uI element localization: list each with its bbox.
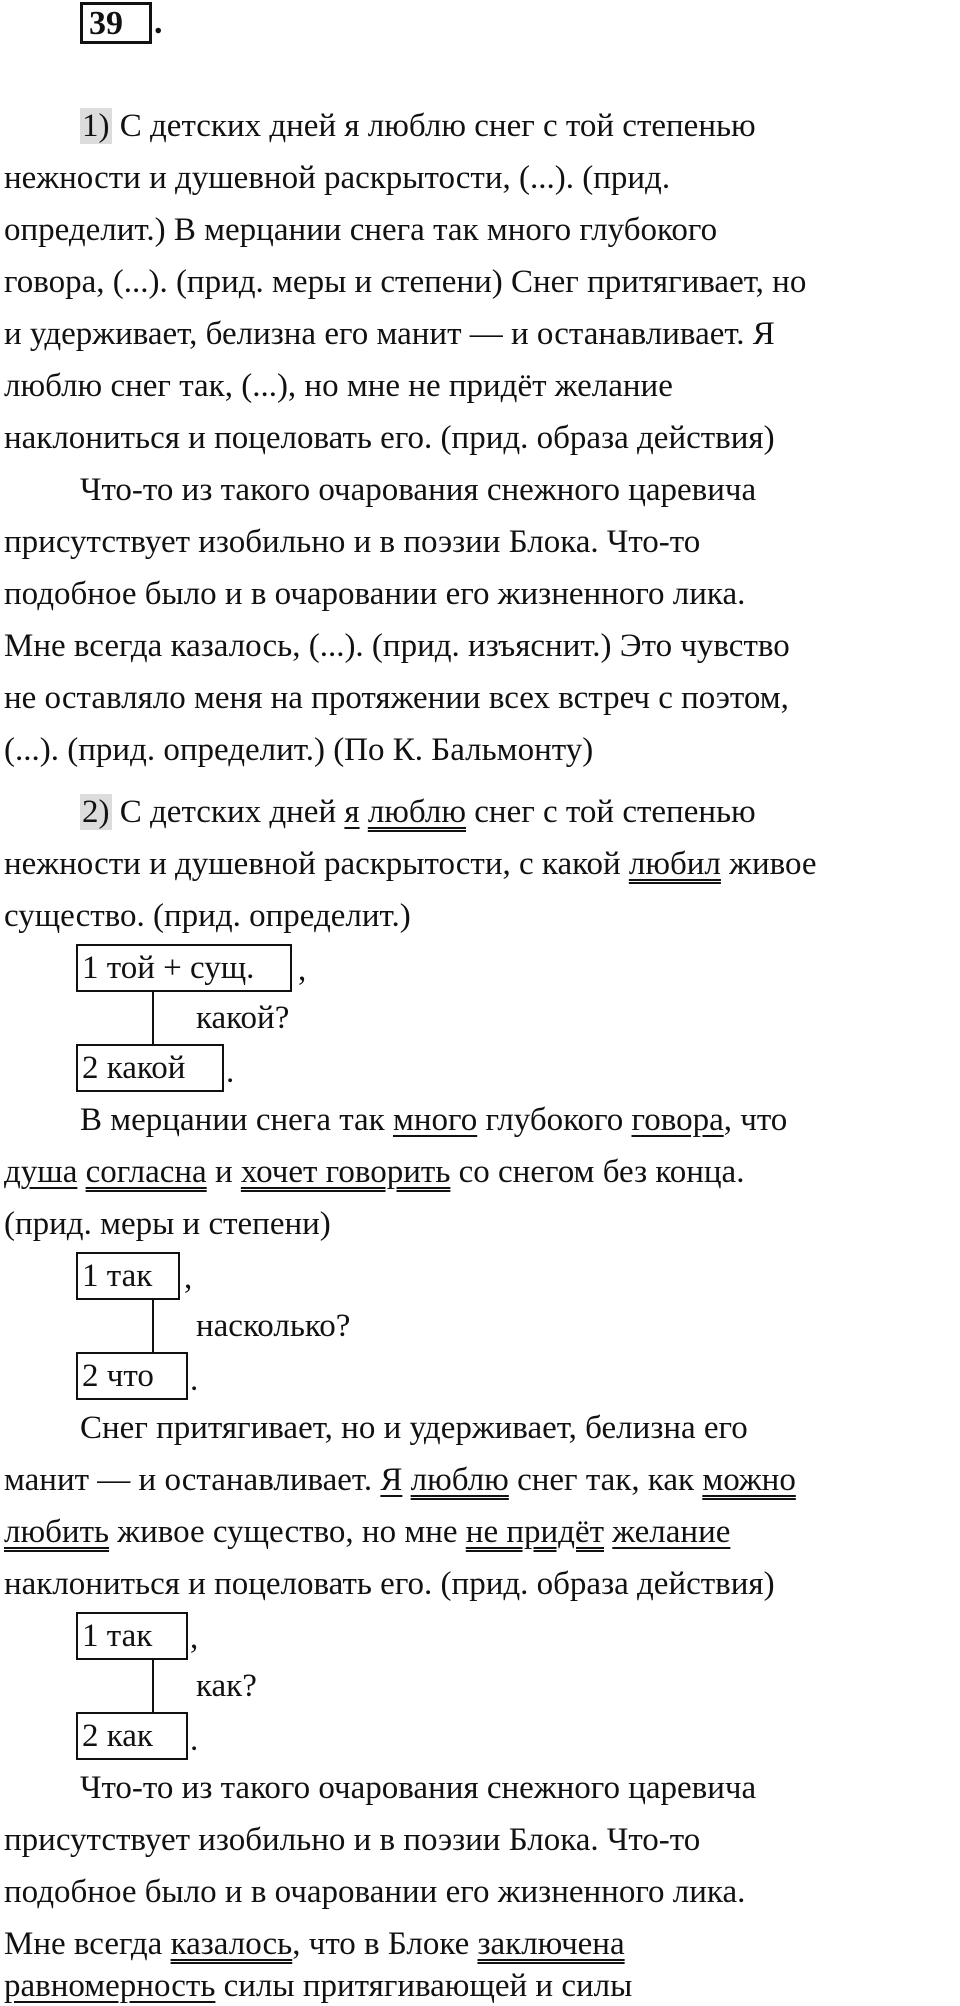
- part2-s3-line-3: любить живое существо, но мне не придёт желание: [4, 1514, 731, 1550]
- subject: Я: [380, 1462, 403, 1498]
- part2-s3-line-1: Снег притягивает, но и удерживает, белизна его: [80, 1410, 748, 1446]
- subject: говора: [631, 1102, 724, 1138]
- scheme3-question: как?: [196, 1668, 257, 1704]
- part1-line-13: (...). (прид. определит.) (По К. Бальмонту): [4, 732, 594, 768]
- part1-line-10: подобное было и в очаровании его жизненного лика.: [4, 576, 746, 612]
- part2-s4-line-4: Мне всегда казалось, что в Блоке заключена: [4, 1926, 625, 1962]
- part2-s4-line-3: подобное было и в очаровании его жизненного лика.: [4, 1874, 746, 1910]
- subject: душа: [4, 1154, 78, 1190]
- part2-s1-line-1: 2) С детских дней я люблю снег с той степенью: [82, 794, 756, 830]
- subject: я: [344, 794, 360, 830]
- part1-line-1: 1) С детских дней я люблю снег с той степенью: [82, 108, 756, 144]
- predicate: можно: [702, 1462, 796, 1498]
- part1-line-9: присутствует изобильно и в поэзии Блока. Что-то: [4, 524, 701, 560]
- scheme2-main-clause-box: 1 так: [76, 1252, 180, 1300]
- task-number: 39: [89, 5, 123, 42]
- part1-line-8: Что-то из такого очарования снежного царевича: [80, 472, 757, 508]
- part2-s4-line-1: Что-то из такого очарования снежного царевича: [80, 1770, 757, 1806]
- predicate: заключена: [477, 1926, 625, 1962]
- subject: равномерность: [4, 1968, 216, 2004]
- part2-s1-line-3: существо. (прид. определит.): [4, 898, 411, 934]
- predicate: любил: [628, 846, 721, 882]
- part1-line-7: наклониться и поцеловать его. (прид. образа действия): [4, 420, 775, 456]
- part2-s3-line-2: манит — и останавливает. Я люблю снег так, как можно: [4, 1462, 796, 1498]
- task-number-box: [80, 2, 152, 44]
- scheme2-sub-clause-box: 2 что: [76, 1352, 188, 1400]
- part1-line-6: люблю снег так, (...), но мне не придёт желание: [4, 368, 673, 404]
- predicate: люблю: [410, 1462, 509, 1498]
- scheme1-period: .: [226, 1054, 235, 1090]
- scheme3-period: .: [190, 1722, 199, 1758]
- predicate: не придёт: [465, 1514, 605, 1550]
- scheme2-question: насколько?: [196, 1308, 351, 1344]
- task-number-dot: .: [154, 4, 163, 41]
- predicate: люблю: [367, 794, 467, 830]
- scheme3-comma: ,: [190, 1620, 199, 1656]
- part2-s2-line-2: душа согласна и хочет говорить со снегом без конца.: [4, 1154, 745, 1190]
- scheme2-connector: [152, 1300, 154, 1352]
- scheme1-question: какой?: [196, 1000, 290, 1036]
- part1-line-11: Мне всегда казалось, (...). (прид. изъяснит.) Это чувство: [4, 628, 790, 664]
- predicate: казалось: [170, 1926, 293, 1962]
- scheme3-main-clause-box: 1 так: [76, 1612, 188, 1660]
- part2-s4-line-2: присутствует изобильно и в поэзии Блока. Что-то: [4, 1822, 701, 1858]
- part2-s2-line-1: В мерцании снега так много глубокого говора, что: [80, 1102, 788, 1138]
- subject: желание: [612, 1514, 731, 1550]
- scheme1-main-clause-box: 1 той + сущ.: [76, 944, 292, 992]
- scheme3-sub-clause-box: 2 как: [76, 1712, 188, 1760]
- scheme2-period: .: [190, 1362, 199, 1398]
- part2-marker: 2): [82, 794, 110, 830]
- modifier: много: [392, 1102, 478, 1138]
- part2-s2-line-3: (прид. меры и степени): [4, 1206, 331, 1242]
- scheme1-comma: ,: [298, 952, 307, 988]
- scheme3-connector: [152, 1660, 154, 1712]
- part1-line-5: и удерживает, белизна его манит — и останавливает. Я: [4, 316, 775, 352]
- part1-line-3: определит.) В мерцании снега так много глубокого: [4, 212, 718, 248]
- part2-s3-line-4: наклониться и поцеловать его. (прид. образа действия): [4, 1566, 775, 1602]
- part2-s1-line-2: нежности и душевной раскрытости, с какой любил живое: [4, 846, 817, 882]
- predicate: хочет говорить: [240, 1154, 451, 1190]
- part2-s4-line-5: равномерность силы притягивающей и силы: [4, 1968, 633, 2004]
- predicate: согласна: [85, 1154, 207, 1190]
- part1-marker: 1): [82, 108, 110, 144]
- part1-line-12: не оставляло меня на протяжении всех встреч с поэтом,: [4, 680, 789, 716]
- part1-line-4: говора, (...). (прид. меры и степени) Снег притягивает, но: [4, 264, 807, 300]
- predicate: любить: [4, 1514, 110, 1550]
- part1-line-2: нежности и душевной раскрытости, (...). (прид.: [4, 160, 671, 196]
- scheme1-sub-clause-box: 2 какой: [76, 1044, 224, 1092]
- scheme2-comma: ,: [184, 1260, 193, 1296]
- scheme1-connector: [152, 992, 154, 1044]
